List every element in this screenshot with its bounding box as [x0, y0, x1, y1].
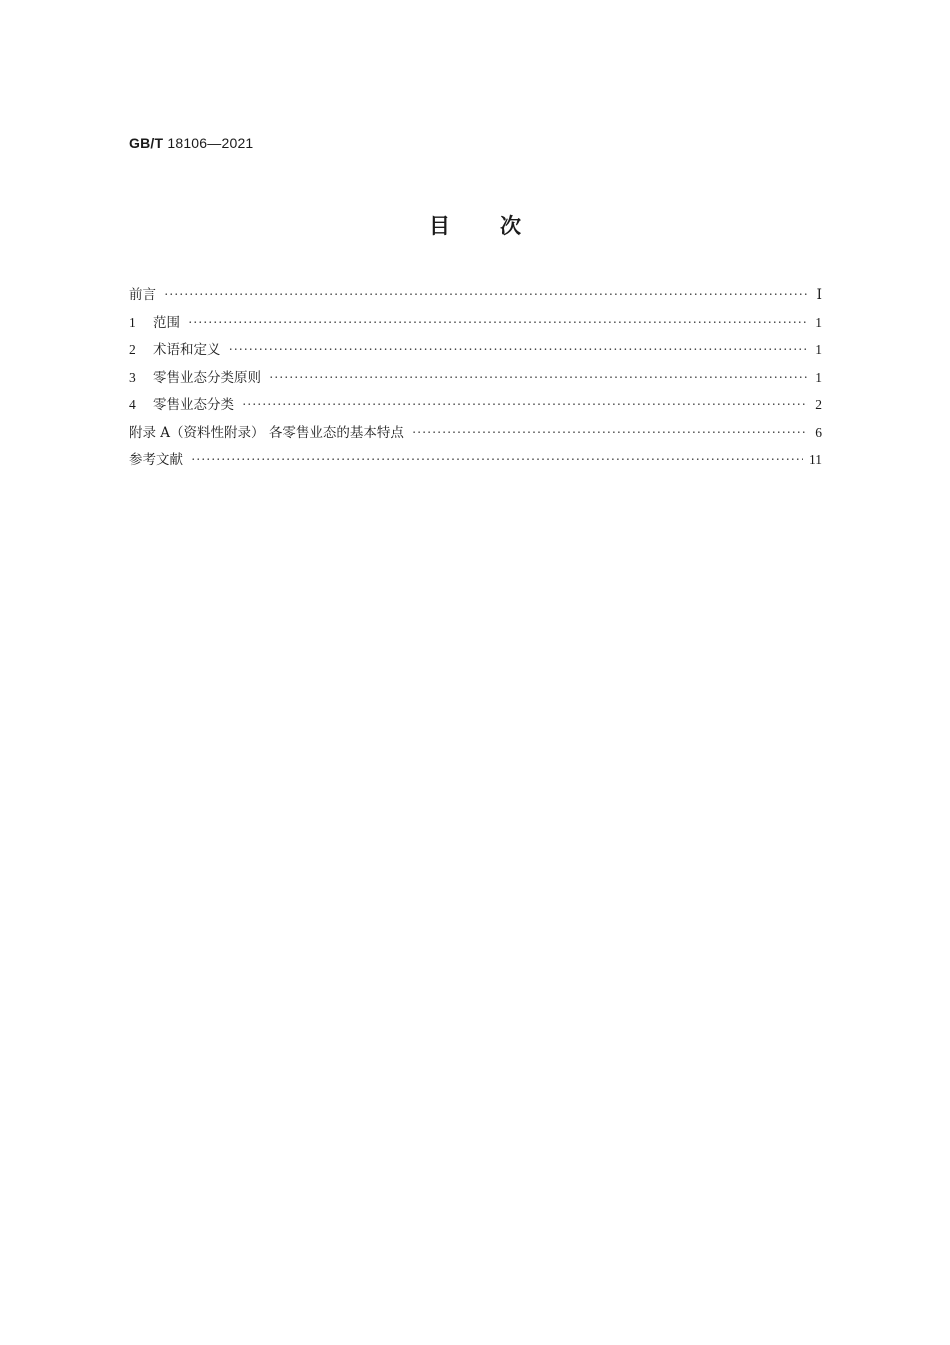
toc-leader-dots	[229, 340, 809, 360]
toc-entry-page: 11	[809, 452, 822, 467]
toc-entry-number: 2	[129, 342, 136, 357]
toc-entry-number: 3	[129, 369, 136, 385]
toc-leader-dots	[269, 368, 808, 388]
page-title	[0, 210, 950, 240]
standard-number: 18106—2021	[167, 135, 254, 151]
toc-entry-appendix-a[interactable]	[129, 423, 822, 451]
toc-entry-label: 附录 A（资料性附录） 各零售业态的基本特点	[129, 424, 404, 441]
toc-entry-number: 1	[129, 314, 136, 330]
toc-leader-dots	[412, 423, 808, 443]
toc-entry-label: 参考文献	[129, 452, 183, 468]
title-char-2: 次	[500, 214, 521, 238]
toc-entry-page: Ⅰ	[816, 287, 822, 302]
toc-entry-label: 范围	[153, 314, 180, 331]
toc-entry-page: 6	[815, 424, 822, 440]
toc-leader-dots	[242, 395, 808, 415]
toc-leader-dots	[164, 285, 808, 305]
toc-entry-page: 1	[815, 369, 822, 385]
toc-entry-label: 前言	[129, 287, 156, 303]
toc-entry-page: 1	[815, 314, 822, 330]
toc-entry-principles[interactable]	[129, 368, 822, 396]
toc-entry-page: 2	[815, 397, 822, 412]
toc-entry-references[interactable]	[129, 450, 822, 478]
toc-entry-scope[interactable]	[129, 313, 822, 341]
toc-leader-dots	[191, 450, 803, 470]
toc-leader-dots	[188, 313, 808, 333]
toc-entry-label: 术语和定义	[153, 342, 221, 358]
toc-entry-number: 4	[129, 397, 136, 412]
toc-entry-page: 1	[815, 342, 822, 357]
toc-entry-label: 零售业态分类	[153, 397, 234, 413]
toc-entry-label: 零售业态分类原则	[153, 369, 261, 386]
table-of-contents	[129, 285, 822, 478]
toc-entry-foreword[interactable]	[129, 285, 822, 313]
standard-code	[129, 135, 253, 151]
standard-prefix: GB/T	[129, 135, 164, 151]
toc-entry-terms[interactable]	[129, 340, 822, 368]
toc-entry-classification[interactable]	[129, 395, 822, 423]
title-char-1: 目	[429, 214, 450, 238]
